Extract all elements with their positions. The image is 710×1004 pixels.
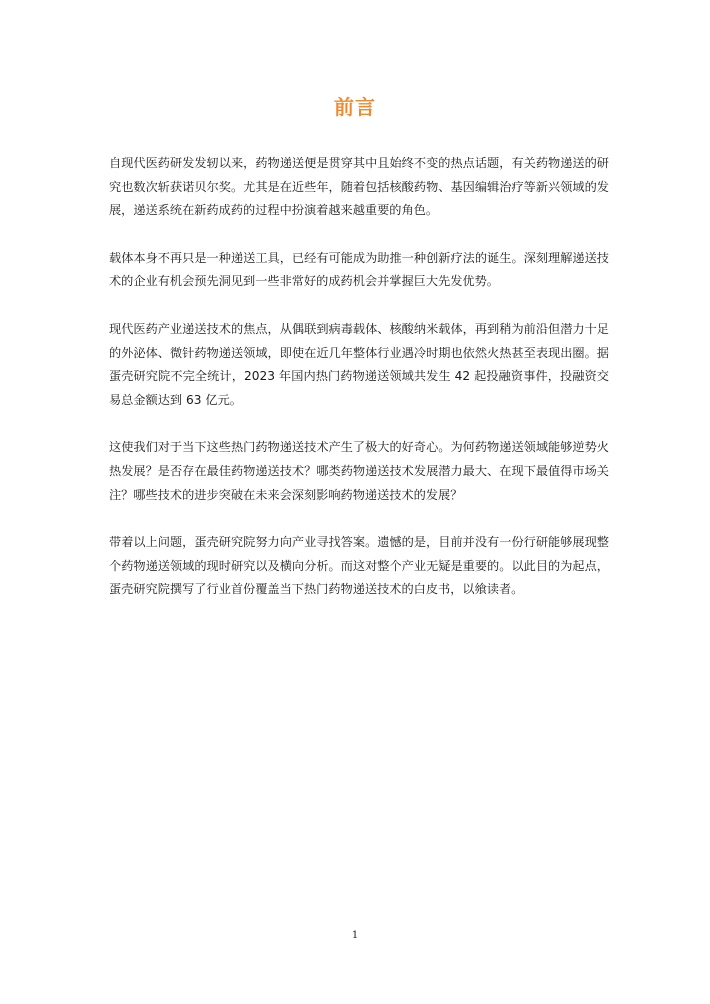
page-number: 1 bbox=[351, 930, 359, 941]
document-body bbox=[109, 152, 609, 626]
paragraph-2: 载体本身不再只是一种递送工具，已经有可能成为助推一种创新疗法的诞生。深刻理解递送技术的企业有机会预先洞见到一些非常好的成药机会并掌握巨大先发优势。 bbox=[109, 250, 609, 289]
paragraph-3: 现代医药产业递送技术的焦点，从偶联到病毒载体、核酸纳米载体，再到稍为前沿但潜力十足的外泌体、微针药物递送领域，即使在近几年整体行业遇冷时期也依然火热甚至表现出圈。据蛋壳研究院不完全统计，2023 年国内热门药物递送领域共发生 42 起投融资事件，投融资交易总金额达到 63 亿元。 bbox=[109, 321, 609, 407]
paragraph-5: 带着以上问题，蛋壳研究院努力向产业寻找答案。遗憾的是，目前并没有一份行研能够展现整个药物递送领域的现时研究以及横向分析。而这对整个产业无疑是重要的。以此目的为起点，蛋壳研究院撰写了行业首份覆盖当下热门药物递送技术的白皮书，以飨读者。 bbox=[109, 535, 609, 597]
paragraph-1: 自现代医药研发发轫以来，药物递送便是贯穿其中且始终不变的热点话题，有关药物递送的研究也数次斩获诺贝尔奖。尤其是在近些年，随着包括核酸药物、基因编辑治疗等新兴领域的发展，递送系统在新药成药的过程中扮演着越来越重要的角色。 bbox=[109, 156, 609, 218]
page-title: 前言 bbox=[334, 95, 376, 119]
paragraph-4: 这使我们对于当下这些热门药物递送技术产生了极大的好奇心。为何药物递送领域能够逆势火热发展？是否存在最佳药物递送技术？哪类药物递送技术发展潜力最大、在现下最值得市场关注？哪些技术的进步突破在未来会深刻影响药物递送技术的发展？ bbox=[109, 440, 609, 502]
